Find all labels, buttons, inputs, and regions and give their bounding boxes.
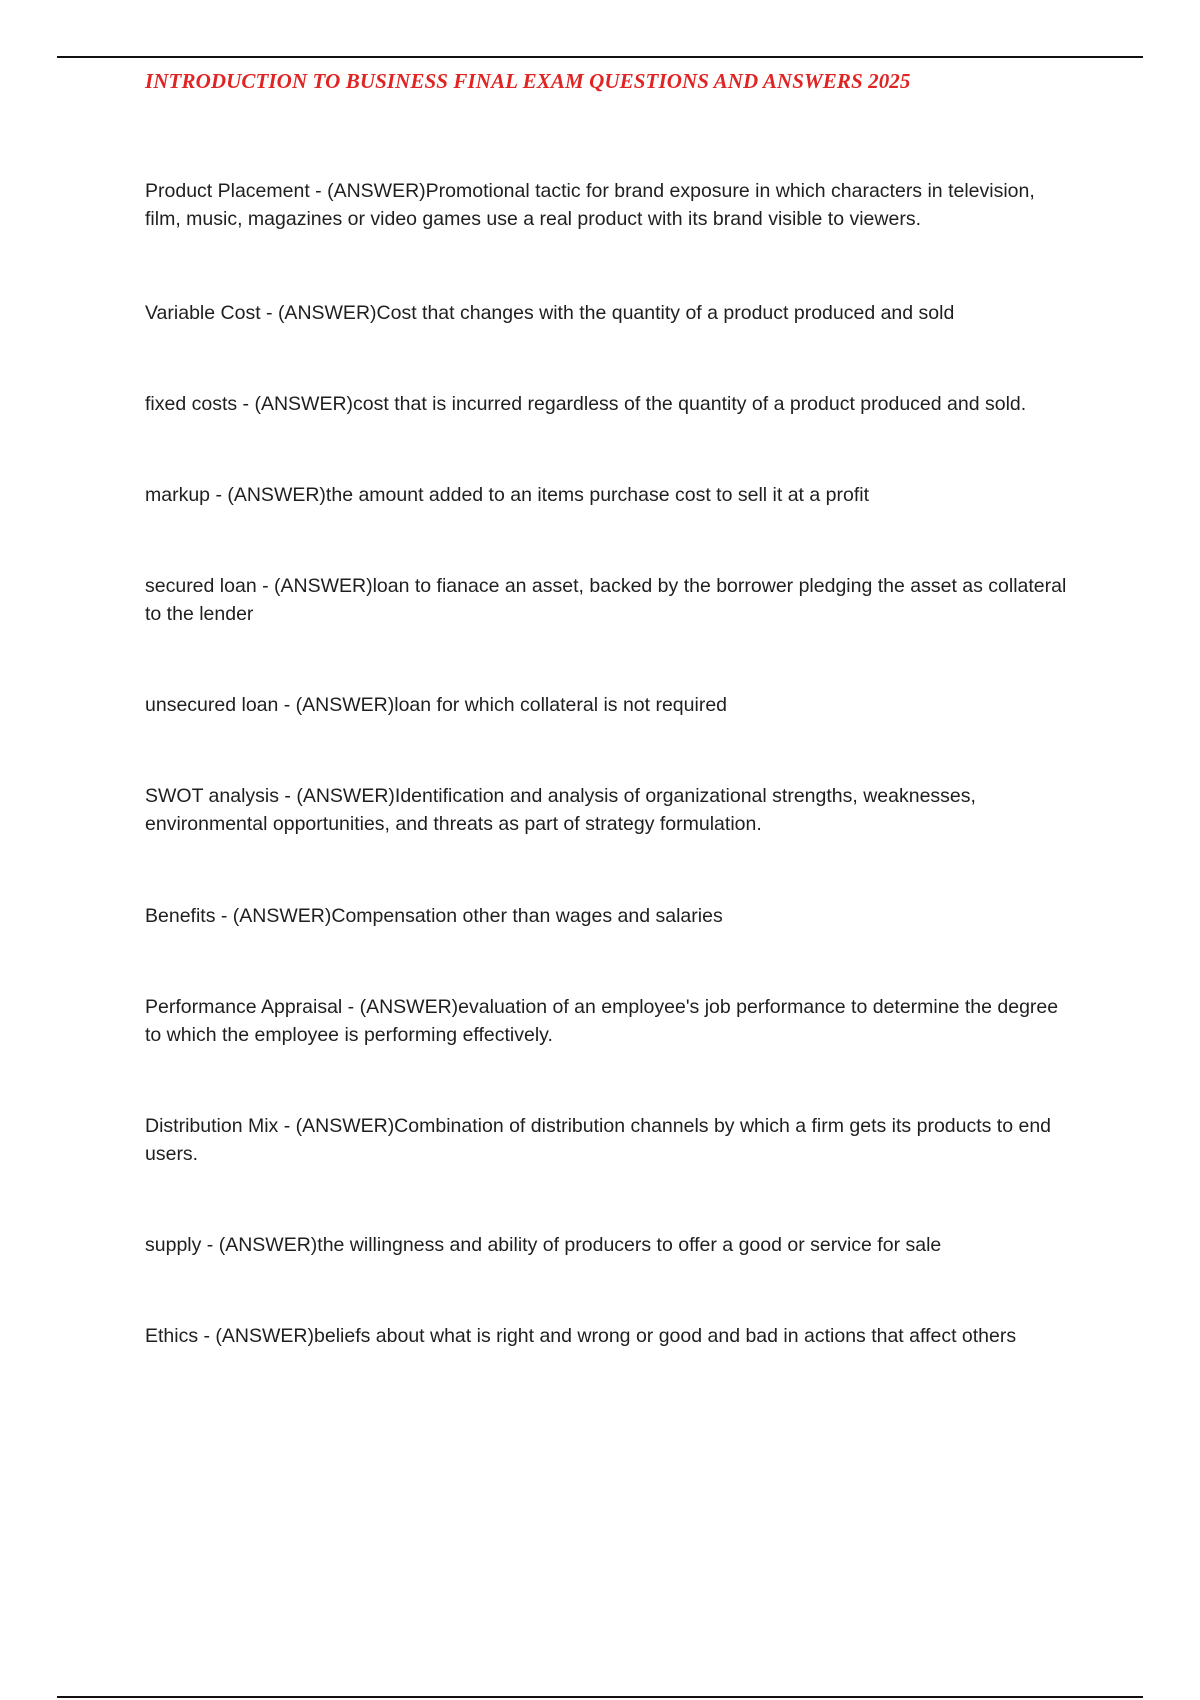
qa-entry-distribution-mix: Distribution Mix - (ANSWER)Combination of distribution channels by which a firm gets its products to end users. <box>145 1115 1052 1165</box>
qa-entry-unsecured-loan: unsecured loan - (ANSWER)loan for which collateral is not required <box>145 694 728 716</box>
qa-entry-variable-cost: Variable Cost - (ANSWER)Cost that changes with the quantity of a product produced and sold <box>145 302 955 324</box>
footer-rule <box>57 1696 1143 1698</box>
qa-entry-secured-loan: secured loan - (ANSWER)loan to fianace an asset, backed by the borrower pledging the asset as collateral to the lender <box>145 575 1067 625</box>
qa-entry-product-placement: Product Placement - (ANSWER)Promotional tactic for brand exposure in which characters in television, film, music, magazines or video games use a real product with its brand visible to viewers. <box>145 180 1035 230</box>
qa-entry-markup: markup - (ANSWER)the amount added to an items purchase cost to sell it at a profit <box>145 484 869 506</box>
qa-entry-supply: supply - (ANSWER)the willingness and ability of producers to offer a good or service for sale <box>145 1234 942 1256</box>
header-rule <box>57 56 1143 58</box>
qa-entry-benefits: Benefits - (ANSWER)Compensation other than wages and salaries <box>145 905 723 927</box>
qa-entry-performance-appraisal: Performance Appraisal - (ANSWER)evaluation of an employee's job performance to determine the degree to which the employee is performing effectively. <box>145 996 1059 1046</box>
qa-entry-fixed-costs: fixed costs - (ANSWER)cost that is incurred regardless of the quantity of a product produced and sold. <box>145 393 1027 415</box>
qa-entry-swot-analysis: SWOT analysis - (ANSWER)Identification and analysis of organizational strengths, weaknesses, environmental opportunities, and threats as part of strategy formulation. <box>145 785 976 835</box>
qa-entry-ethics: Ethics - (ANSWER)beliefs about what is right and wrong or good and bad in actions that affect others <box>145 1325 1017 1347</box>
document-title: INTRODUCTION TO BUSINESS FINAL EXAM QUESTIONS AND ANSWERS 2025 <box>145 69 911 93</box>
